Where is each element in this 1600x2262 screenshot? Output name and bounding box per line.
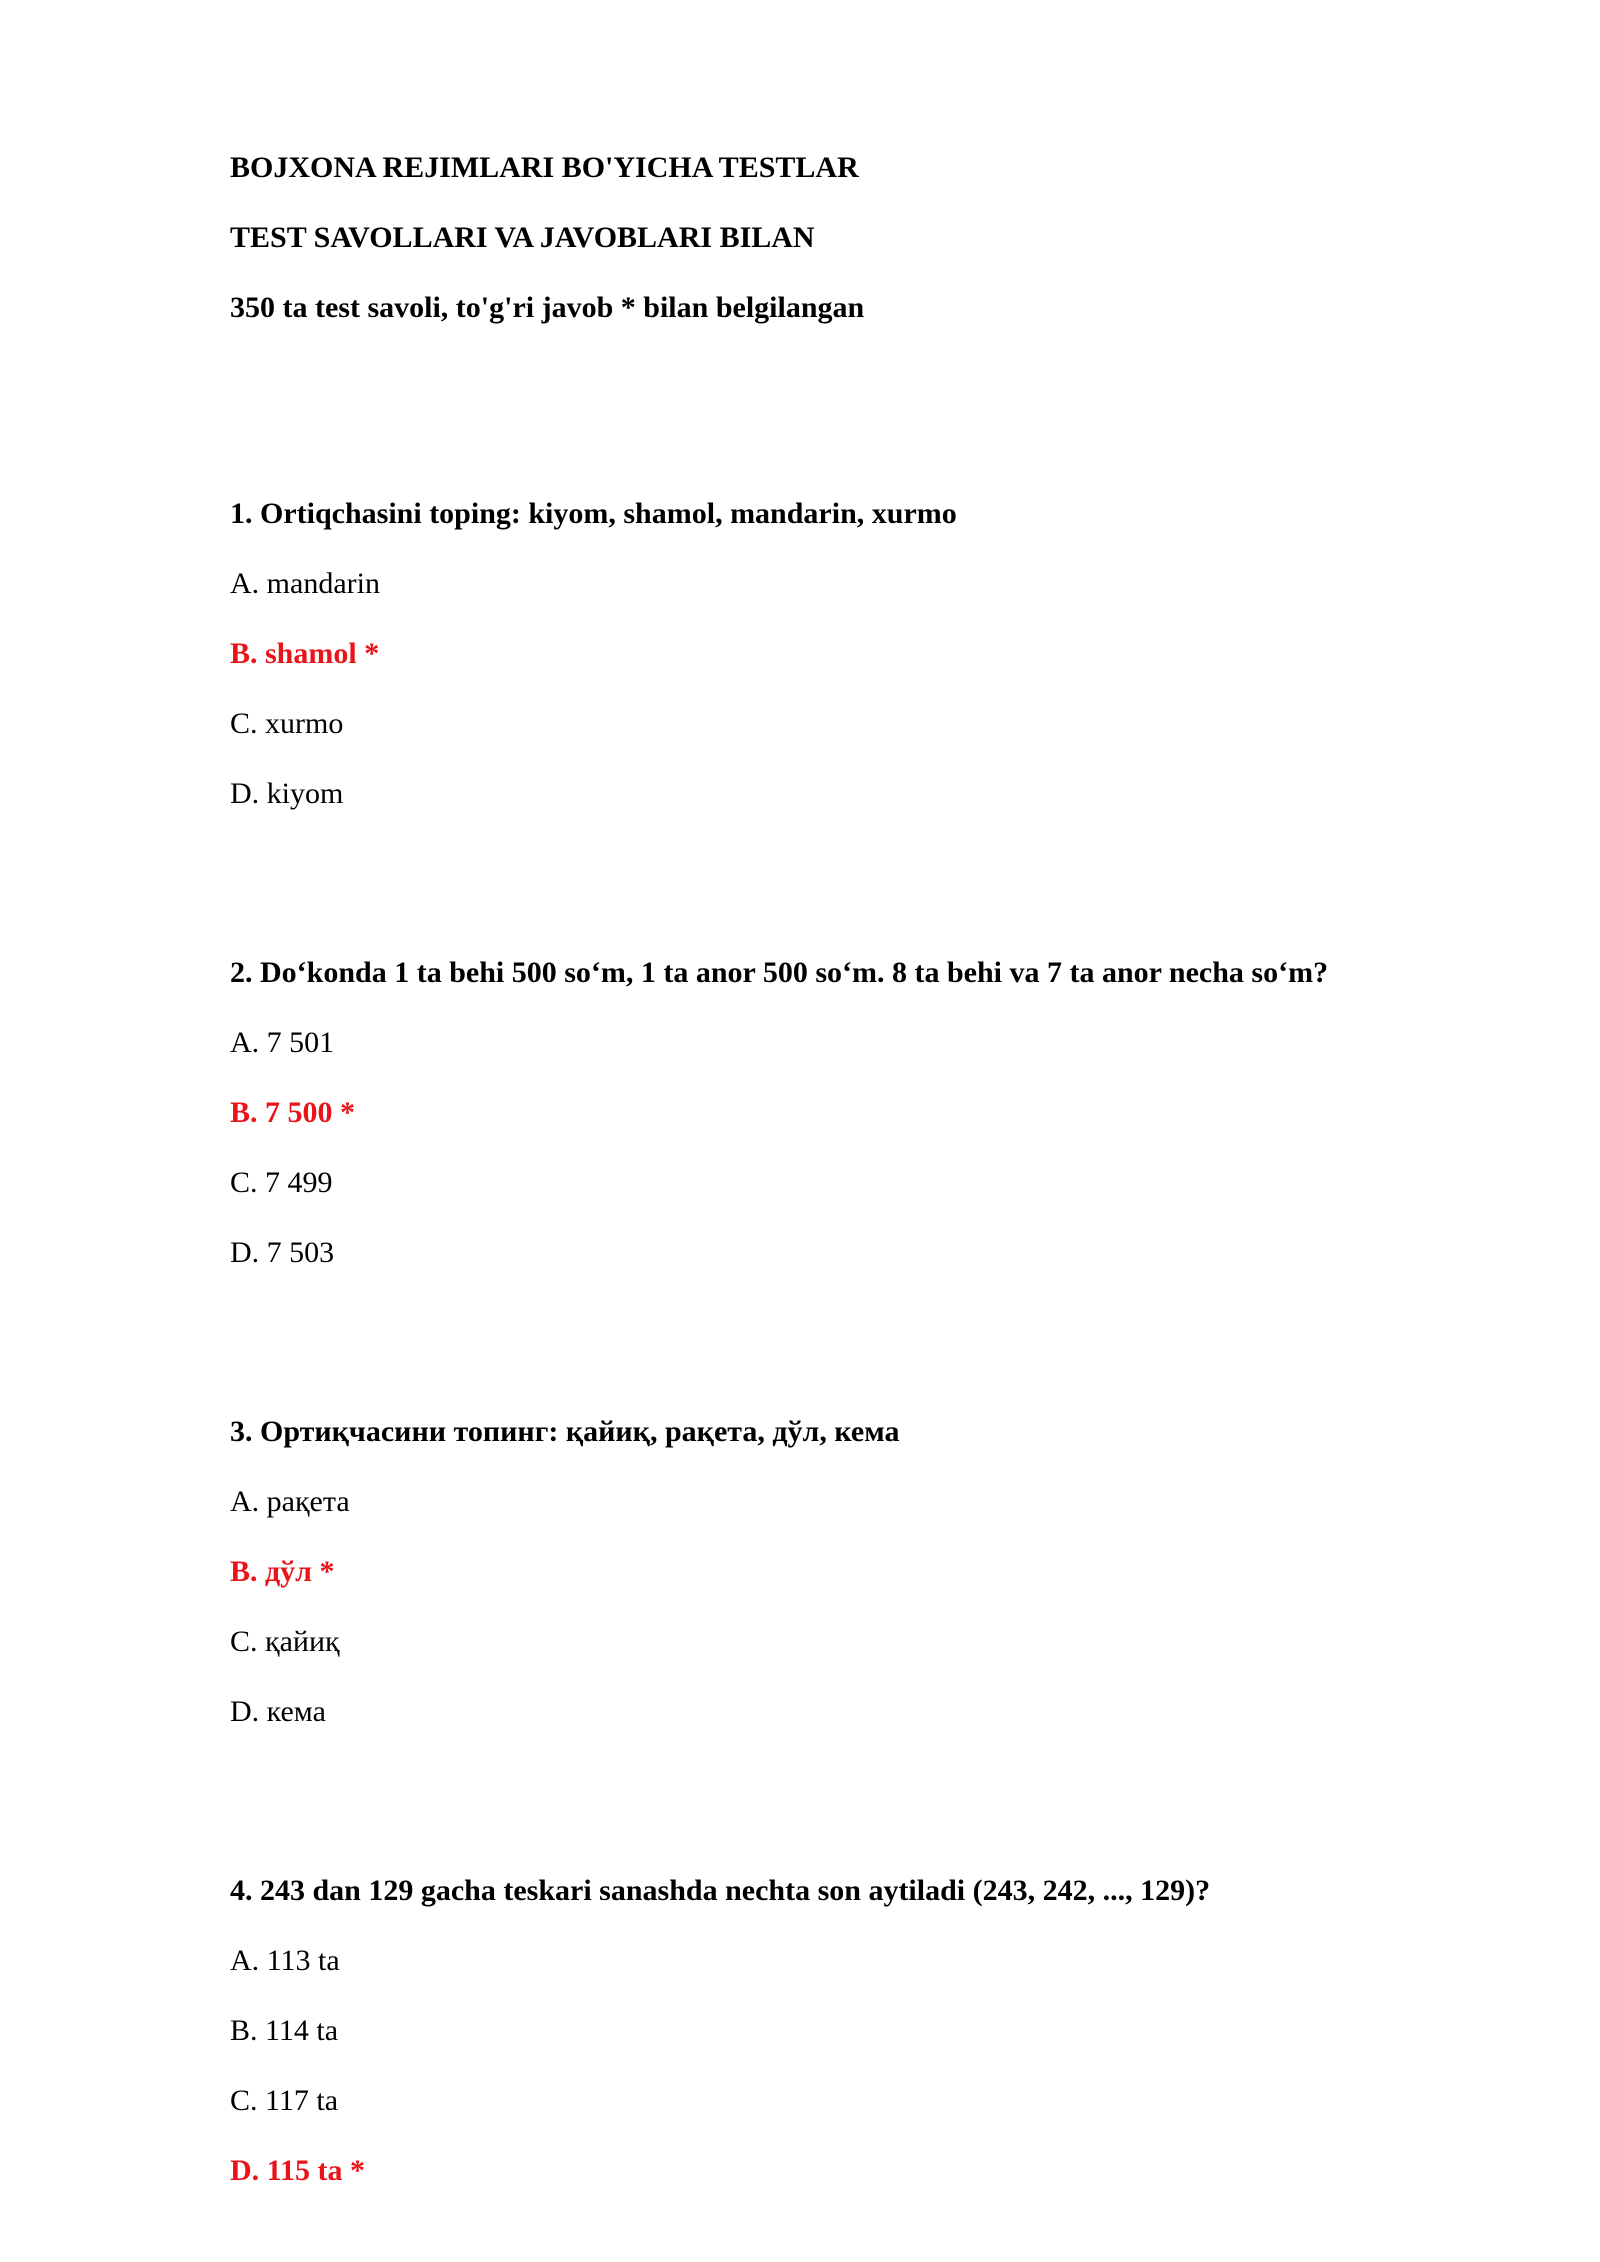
answer-option-d: D. 115 ta *	[230, 2154, 365, 2187]
answer-option-d: D. kiyom	[230, 777, 344, 810]
answer-option-a: A. 113 ta	[230, 1944, 340, 1977]
question-text: 4. 243 dan 129 gacha teskari sanashda nechta son aytiladi (243, 242, ..., 129)?	[230, 1874, 1211, 1907]
question-1	[230, 496, 1430, 812]
document-title: BOJXONA REJIMLARI BO'YICHA TESTLAR	[230, 151, 859, 184]
answer-option-b: B. дўл *	[230, 1555, 335, 1588]
answer-option-b: B. 7 500 *	[230, 1096, 356, 1129]
question-3	[230, 1414, 1430, 1730]
document-body	[230, 150, 1430, 2189]
answer-option-c: C. xurmo	[230, 707, 344, 740]
question-text: 1. Ortiqchasini toping: kiyom, shamol, mandarin, xurmo	[230, 497, 957, 530]
answer-option-d: D. кема	[230, 1695, 326, 1728]
question-text: 2. Do‘konda 1 ta behi 500 so‘m, 1 ta anor 500 so‘m. 8 ta behi va 7 ta anor necha so‘m?	[230, 956, 1329, 989]
answer-option-c: C. 117 ta	[230, 2084, 339, 2117]
answer-option-d: D. 7 503	[230, 1236, 335, 1269]
answer-option-b: B. shamol *	[230, 637, 380, 670]
document-note: 350 ta test savoli, to'g'ri javob * bilan belgilangan	[230, 291, 865, 324]
header-spacer	[230, 360, 1430, 496]
answer-option-b: B. 114 ta	[230, 2014, 339, 2047]
answer-option-a: A. рақета	[230, 1485, 350, 1518]
answer-option-a: A. mandarin	[230, 567, 380, 600]
answer-option-c: C. қайиқ	[230, 1625, 340, 1658]
answer-option-c: C. 7 499	[230, 1166, 333, 1199]
question-2	[230, 955, 1430, 1271]
question-text: 3. Ортиқчасини топинг: қайиқ, рақета, дўл, кема	[230, 1415, 900, 1448]
answer-option-a: A. 7 501	[230, 1026, 335, 1059]
question-4	[230, 1873, 1430, 2189]
document-subtitle: TEST SAVOLLARI VA JAVOBLARI BILAN	[230, 221, 815, 254]
